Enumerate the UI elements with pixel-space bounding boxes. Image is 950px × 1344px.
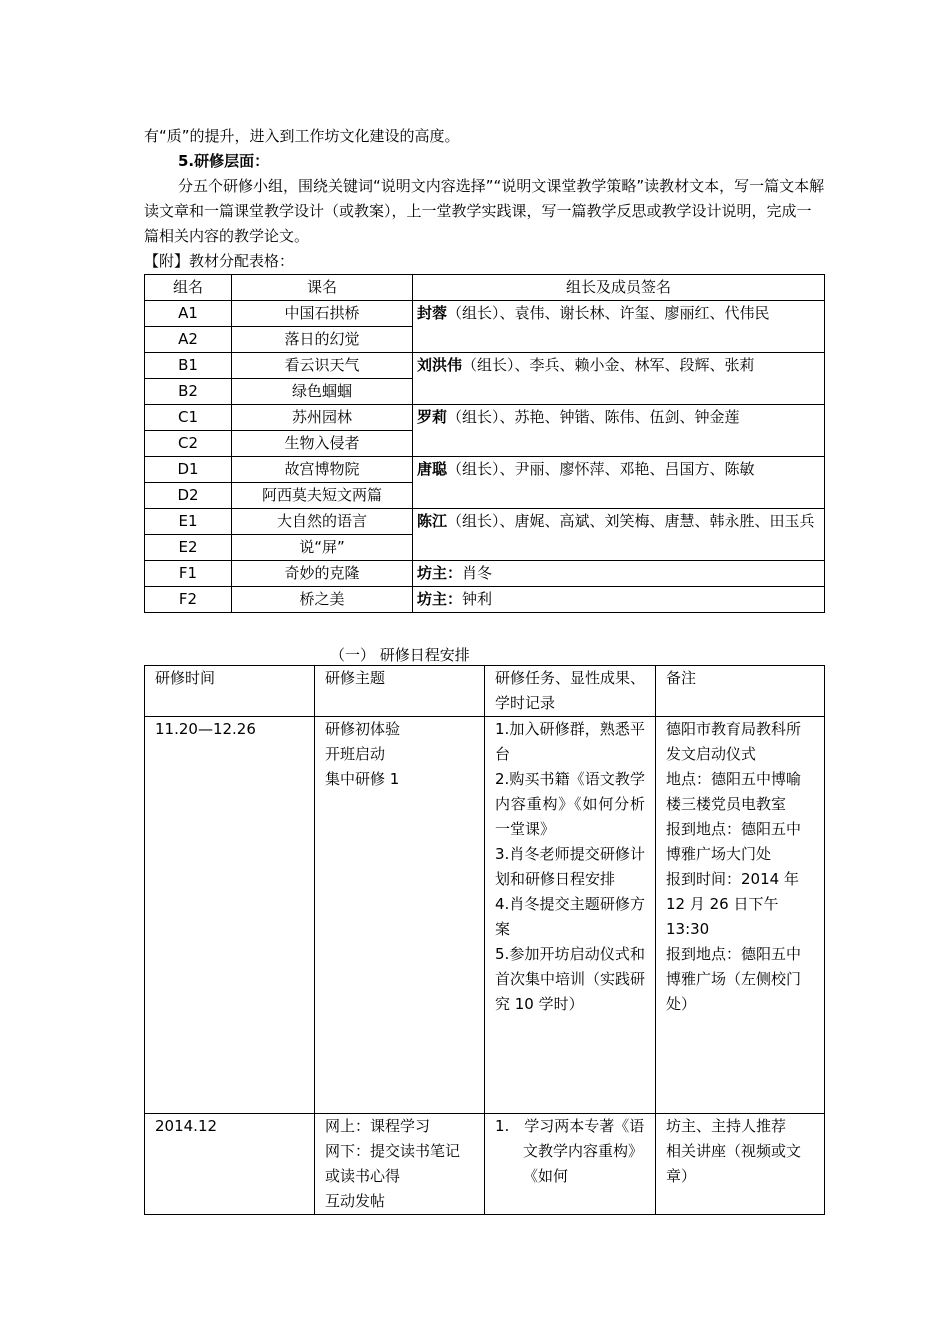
section-heading: 5.研修层面： xyxy=(178,152,270,170)
group-id: B1 xyxy=(145,353,232,379)
task-item: 3.肖冬老师提交研修计划和研修日程安排 xyxy=(495,845,645,888)
lesson-name: 阿西莫夫短文两篇 xyxy=(232,483,413,509)
member-list: （组长）、袁伟、谢长林、许玺、廖丽红、代伟民 xyxy=(447,304,770,322)
header-cell: 备注 xyxy=(656,666,825,717)
topic-line: 网上：课程学习 xyxy=(325,1117,431,1135)
lesson-name: 落日的幻觉 xyxy=(232,327,413,353)
appendix-caption: 【附】教材分配表格： xyxy=(144,252,295,270)
note-line: 报到时间：2014 年 12 月 26 日下午 13:30 xyxy=(666,870,799,938)
schedule-topic xyxy=(315,717,485,1114)
schedule-title: （一） 研修日程安排 xyxy=(330,646,470,664)
lesson-name: 桥之美 xyxy=(232,587,413,613)
member-list: 肖冬 xyxy=(462,564,493,582)
table-row xyxy=(145,587,825,613)
members-cell xyxy=(413,353,825,405)
lesson-name: 苏州园林 xyxy=(232,405,413,431)
allocation-table xyxy=(144,274,825,613)
member-list: （组长）、唐娓、高斌、刘笑梅、唐慧、韩永胜、田玉兵 xyxy=(447,512,815,530)
section-paragraph: 分五个研修小组，围绕关键词“说明文内容选择”“说明文课堂教学策略”读教材文本，写一篇文本解读文章和一篇课堂教学设计（或教案），上一堂教学实践课，写一篇教学反思或教学设计说明，完成一篇相关内容的教学论文。 xyxy=(144,177,825,245)
task-item: 1.加入研修群，熟悉平台 xyxy=(495,720,645,763)
leader-name: 罗莉 xyxy=(417,408,448,426)
table-row xyxy=(145,353,825,379)
schedule-table xyxy=(144,665,825,1215)
group-id: C2 xyxy=(145,431,232,457)
lesson-name: 绿色蝈蝈 xyxy=(232,379,413,405)
table-row xyxy=(145,509,825,535)
members-cell xyxy=(413,509,825,561)
leader-name: 坊主： xyxy=(417,590,463,608)
leader-name: 封蓉 xyxy=(417,304,448,322)
group-id: E2 xyxy=(145,535,232,561)
lesson-name: 说“屏” xyxy=(232,535,413,561)
table-row xyxy=(145,561,825,587)
group-id: A2 xyxy=(145,327,232,353)
group-id: E1 xyxy=(145,509,232,535)
members-cell xyxy=(413,561,825,587)
schedule-notes xyxy=(656,1114,825,1215)
leader-name: 陈江 xyxy=(417,512,448,530)
schedule-row xyxy=(145,1114,825,1215)
header-cell: 组长及成员签名 xyxy=(413,275,825,301)
leader-name: 唐聪 xyxy=(417,460,448,478)
schedule-time: 2014.12 xyxy=(145,1114,315,1215)
note-line: 德阳市教育局教科所发文启动仪式 xyxy=(666,720,802,763)
table-row xyxy=(145,405,825,431)
leader-name: 刘洪伟 xyxy=(417,356,463,374)
schedule-notes xyxy=(656,717,825,1114)
member-list: （组长）、苏艳、钟锴、陈伟、伍剑、钟金莲 xyxy=(447,408,740,426)
lesson-name: 故宫博物院 xyxy=(232,457,413,483)
member-list: 钟利 xyxy=(462,590,493,608)
header-cell: 研修主题 xyxy=(315,666,485,717)
members-cell xyxy=(413,405,825,457)
task-item: 5.参加开坊启动仪式和首次集中培训（实践研究 10 学时） xyxy=(495,945,646,1013)
task-item: 4.肖冬提交主题研修方案 xyxy=(495,895,645,938)
group-id: A1 xyxy=(145,301,232,327)
lesson-name: 奇妙的克隆 xyxy=(232,561,413,587)
group-id: D1 xyxy=(145,457,232,483)
table-row xyxy=(145,457,825,483)
topic-line: 集中研修 1 xyxy=(325,770,400,788)
group-id: F2 xyxy=(145,587,232,613)
member-list: （组长）、李兵、赖小金、林军、段辉、张莉 xyxy=(462,356,755,374)
group-id: C1 xyxy=(145,405,232,431)
lesson-name: 大自然的语言 xyxy=(232,509,413,535)
schedule-header-row xyxy=(145,666,825,717)
header-cell: 课名 xyxy=(232,275,413,301)
members-cell xyxy=(413,457,825,509)
note-line: 地点：德阳五中博喻楼三楼党员电教室 xyxy=(666,770,802,813)
topic-line: 互动发帖 xyxy=(325,1192,386,1210)
leader-name: 坊主： xyxy=(417,564,463,582)
schedule-time: 11.20—12.26 xyxy=(145,717,315,1114)
member-list: （组长）、尹丽、廖怀萍、邓艳、吕国方、陈敏 xyxy=(447,460,755,478)
header-cell: 研修任务、显性成果、学时记录 xyxy=(485,666,656,717)
note-line: 报到地点：德阳五中博雅广场（左侧校门处） xyxy=(666,945,802,1013)
table-header-row xyxy=(145,275,825,301)
task-item: 2.购买书籍《语文教学内容重构》《如何分析一堂课》 xyxy=(495,770,645,838)
members-cell xyxy=(413,587,825,613)
note-line: 报到地点：德阳五中博雅广场大门处 xyxy=(666,820,802,863)
task-item: 1. 学习两本专著《语文教学内容重构》《如何 xyxy=(495,1117,645,1185)
header-cell: 组名 xyxy=(145,275,232,301)
schedule-tasks xyxy=(485,717,656,1114)
intro-line: 有“质”的提升，进入到工作坊文化建设的高度。 xyxy=(144,127,460,145)
document-body xyxy=(144,124,825,1215)
topic-line: 开班启动 xyxy=(325,745,386,763)
topic-line: 研修初体验 xyxy=(325,720,401,738)
group-id: D2 xyxy=(145,483,232,509)
note-line: 坊主、主持人推荐 xyxy=(666,1117,787,1135)
schedule-tasks xyxy=(485,1114,656,1215)
lesson-name: 看云识天气 xyxy=(232,353,413,379)
note-line: 相关讲座（视频或文章） xyxy=(666,1142,802,1185)
schedule-topic xyxy=(315,1114,485,1215)
members-cell xyxy=(413,301,825,353)
group-id: F1 xyxy=(145,561,232,587)
table-row xyxy=(145,301,825,327)
lesson-name: 生物入侵者 xyxy=(232,431,413,457)
lesson-name: 中国石拱桥 xyxy=(232,301,413,327)
schedule-row xyxy=(145,717,825,1114)
header-cell: 研修时间 xyxy=(145,666,315,717)
topic-line: 网下：提交读书笔记或读书心得 xyxy=(325,1142,461,1185)
group-id: B2 xyxy=(145,379,232,405)
